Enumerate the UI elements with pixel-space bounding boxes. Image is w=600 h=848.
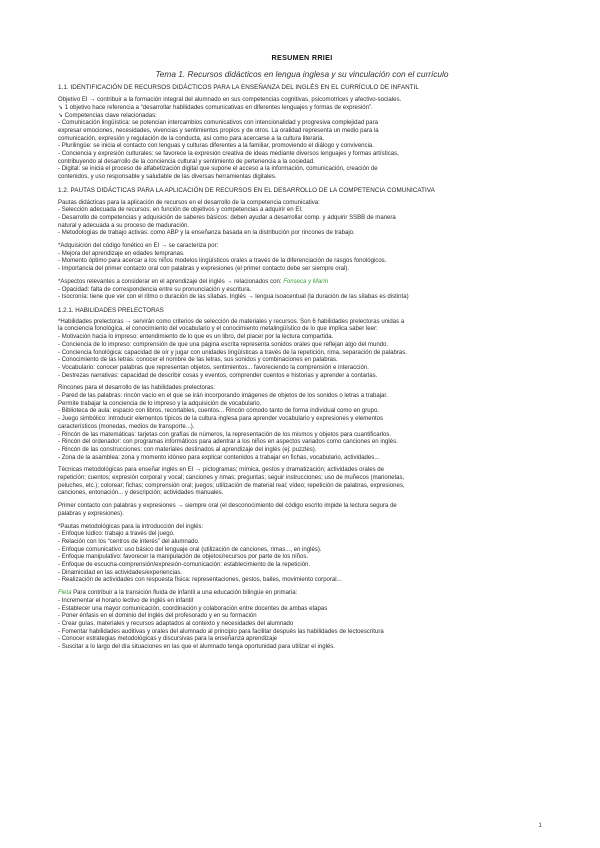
text-line: canciones, entonación... y descripción; actividades manuales.: [58, 490, 224, 497]
text-line: - Isocronía: tiene que ver con el ritmo o duración de las sílabas. Inglés → lengua isoacentual (la duración de las sílabas es distinta): [58, 294, 409, 301]
topic-subtitle: Tema 1. Recursos didácticos en lengua inglesa y su vinculación con el currículo: [155, 68, 449, 79]
text-line: - Enfoque manipulativo: favorecer la manipulación de objetos/recursos por parte de los niños.: [58, 554, 309, 561]
text-line: - Zona de la asamblea: zona y momento idóneo para explicar contenidos a trabajar en fichas, vocabulario, actividades...: [58, 454, 380, 461]
text-line: - Opacidad: falta de correspondencia entre su pronunciación y escritura.: [58, 286, 252, 293]
primer-contacto: [58, 503, 546, 518]
section-heading-1-1: 1.1. IDENTIFICACIÓN DE RECURSOS DIDÁCTICOS PARA LA ENSEÑANZA DEL INGLÉS EN EL CURRÍCULO DE INFANTIL: [58, 84, 419, 92]
text-line: - Dinamicidad en las actividades/experiencias.: [58, 569, 183, 576]
transicion-bilingue: [58, 590, 546, 652]
text-line: - Conocer estrategias metodológicas y discursivas para la enseñanza aprendizaje: [58, 636, 278, 643]
section-heading-1-2-1: 1.2.1. HABILIDADES PRELECTORAS: [58, 306, 164, 314]
text-line: ➘ Competencias clave relacionadas:: [58, 112, 157, 119]
text-line: - Poner énfasis en el dominio del inglés del profesorado y en su formación: [58, 613, 257, 620]
text-line: - Vocabulario: conocer palabras que representan objetos, sentimientos... favoreciendo la comprensión e interacción.: [58, 364, 369, 371]
tecnicas-metodologicas: [58, 467, 546, 498]
text-line: repetición; cuentos; expresión corporal y vocal; canciones y rimas; preguntas; seguir instrucciones; uso de muñecos (marionetas,: [58, 475, 405, 482]
text-line: - Establecer una mayor comunicación, coordinación y colaboración entre docentes de ambas etapas: [58, 605, 328, 612]
text-line: - Rincón de las construcciones: con materiales destinados al aprendizaje del inglés (ej: puzzles).: [58, 446, 317, 453]
document-page: [58, 54, 546, 657]
section-1-2-pautas: [58, 200, 546, 239]
text-line: - Biblioteca de aula: espacio con libros, recortables, cuentos... Rincón cómodo tanto de forma individual como en grupo.: [58, 408, 380, 415]
text-line: - Relación con los “centros de interés” del alumnado.: [58, 538, 200, 545]
text-line: Objetivo EI → contribuir a la formación integral del alumnado en sus competencias cognitivas, psicomotrices y afectivo-sociales.: [58, 97, 402, 104]
text-line: - Fomentar habilidades auditivas y orales del alumnado al principio para facilitar después las habilidades de lectoescritura: [58, 628, 384, 635]
text-line: la conciencia fonológica, el conocimiento del vocabulario y el conocimiento metalingüístico de lo que implica saber leer:: [58, 326, 378, 333]
section-heading-1-2: 1.2. PAUTAS DIDÁCTICAS PARA LA APLICACIÓN DE RECURSOS EN EL DESARROLLO DE LA COMPETENCIA COMUNICATIVA: [58, 186, 435, 194]
text-line: - Crear guías, materiales y recursos adaptados al contexto y necesidades del alumnado: [58, 621, 294, 627]
page-number: 1: [538, 822, 542, 829]
text-line: - Conciencia fonológica: capacidad de oír y jugar con unidades lingüísticas a través de la repetición, rima, separación de palabras.: [58, 349, 407, 356]
transicion-intro: Fleta Para contribuir a la transición fluida de infantil a una educación bilingüe en primaria:: [58, 590, 298, 597]
text-line: - Momento óptimo para acercar a los niños modelos lingüísticos orales a través de la diferenciación de rasgos fonológicos.: [58, 258, 387, 265]
text-line: - Digital: se inicia el proceso de alfabetización digital que supone el acceso a la información, comunicación, creación de: [58, 166, 378, 173]
text-line: *Adquisición del código fonético en EI → se caracteriza por:: [58, 243, 219, 250]
section-1-1-body: [58, 97, 546, 182]
text-line: - Enfoque de escucha-comprensión/expresión-comunicación: establecimiento de la repetición.: [58, 562, 311, 569]
pautas-metodologicas: [58, 524, 546, 586]
text-line: Pautas didácticas para la aplicación de recursos en el desarrollo de la competencia comunicativa:: [58, 199, 320, 206]
text-line: - Conciencia de lo impreso: comprensión de que una página escrita representa sonidos orales que reflejan algo del mundo.: [58, 341, 389, 348]
habilidades-prelectoras: [58, 319, 546, 381]
text-line: Técnicas metodológicas para enseñar inglés en EI → pictogramas; mímica, gestos y dramatización; actividades orales de: [58, 467, 385, 474]
section-1-2-aspectos: [58, 279, 546, 302]
text-line: - Realización de actividades con respuesta física: representaciones, gestos, bailes, movimiento corporal...: [58, 577, 342, 584]
aspectos-list: [58, 287, 546, 302]
text-line: comunicación, expresión y regulación de la conducta, así como para acercarse a la cultura literaria.: [58, 135, 325, 142]
text-line: - Comunicación lingüística: se potencian intercambios comunicativos con intencionalidad y progresiva complejidad para: [58, 120, 378, 127]
text-line: *Pautas metodológicas para la introducción del inglés:: [58, 523, 204, 530]
text-line: - Selección adecuada de recursos: en función de objetivos y competencias a adquirir en EI.: [58, 207, 303, 214]
text-line: Rincones para el desarrollo de las habilidades prelectoras:: [58, 385, 215, 392]
text-line: - Mejora del aprendizaje en edades tempranas.: [58, 250, 185, 257]
transicion-list: [58, 598, 546, 652]
section-1-2-codigo-fonetico: [58, 243, 546, 274]
text-line: contenidos, y uso responsable y saludable de las diversas herramientas digitales.: [58, 174, 277, 181]
text-line: - Rincón de las matemáticas: tarjetas con grafías de números, la representación de los mismos y objetos para cuantificarlos.: [58, 431, 392, 438]
rincones-list: [58, 385, 546, 462]
text-line: peluches, etc.); colorear; fichas; comprensión oral; juegos; utilización de material real; vídeo; repetición de palabras, expresiones,: [58, 482, 405, 489]
aspectos-intro: *Aspectos relevantes a considerar en el aprendizaje del inglés → relacionados con: Fonseca y Marín: [58, 278, 329, 285]
text-line: - Enfoque lúdico: trabajo a través del juego.: [58, 531, 175, 538]
author-reference: Fonseca y Marín: [283, 278, 329, 285]
text-line: - Destrezas narrativas: capacidad de describir cosas y eventos, comprender cuentos e historias y aprender a contarlas.: [58, 372, 378, 379]
text-line: - Incrementar el horario lectivo de inglés en infantil: [58, 597, 194, 604]
text-line: - Pared de las palabras: rincón vacío en el que se irán incorporando imágenes de objetos de los sonidos o letras a trabajar.: [58, 393, 388, 400]
text-line: - Conciencia y expresión culturales: se favorece la expresión creativa de ideas mediante diversos lenguajes y formas artísticas,: [58, 151, 399, 158]
text-line: expresar emociones, necesidades, vivencias y sentimientos propios y de otros. La oralidad representa un medio para la: [58, 127, 379, 134]
text-line: contribuyendo al desarrollo de la conciencia cultural y sentimiento de pertenencia a la sociedad.: [58, 158, 315, 165]
text-line: palabras y expresiones).: [58, 510, 124, 517]
text-line: - Suscitar a lo largo del día situaciones en las que el alumnado tenga oportunidad para utilizar el inglés.: [58, 644, 335, 651]
text-line: *Habilidades prelectoras → servirán como criterios de selección de materiales y recursos. Son 6 habilidades prelectoras unidas a: [58, 318, 405, 325]
text-line: - Importancia del primer contacto oral con palabras y expresiones (el primer contacto debe ser siempre oral).: [58, 266, 350, 273]
text-line: ➘ 1 objetivo hace referencia a “desarrollar habilidades comunicativas en diferentes lenguajes y formas de expresión”.: [58, 104, 373, 111]
text-line: - Metodologías de trabajo activas: como ABP y la enseñanza basada en la distribución por rincones de trabajo.: [58, 230, 355, 237]
text-line: - Rincón del ordenador: con programas informáticos para adentrar a los niños en aspectos variados como canciones en inglés.: [58, 439, 398, 446]
text-line: - Plurilingüe: se inicia el contacto con lenguas y culturas diferentes a la familiar, promoviendo el diálogo y convivencia.: [58, 143, 374, 150]
text-line: Permite trabajar la conciencia de lo impreso y la adquisición de vocabulario.: [58, 400, 262, 407]
document-title: RESUMEN RRIEI: [271, 53, 333, 62]
text-line: - Enfoque comunicativo: uso básico del lenguaje oral (utilización de canciones, rimas..., en inglés).: [58, 546, 322, 553]
text-line: Primer contacto con palabras y expresiones → siempre oral (el desconocimiento del código escrito impide la lectura segura de: [58, 503, 397, 510]
text-line: característicos (monedas, medios de transporte...).: [58, 423, 195, 430]
text-line: - Motivación hacia lo impreso: entendimiento de lo que es un libro, del placer por la lectura compartida.: [58, 334, 334, 341]
text-line: natural y adecuada a su proceso de maduración.: [58, 222, 190, 229]
text-line: - Juego simbólico: introducir elementos típicos de la cultura inglesa para aprender vocabulario y expresiones y elementos: [58, 416, 384, 423]
author-reference: Fleta: [58, 590, 72, 597]
text-line: - Desarrollo de competencias y adquisición de saberes básicos: deben ayudar a desarrollar comp. y adquirir SSBB de manera: [58, 214, 396, 221]
text-line: - Conocimiento de las letras: conocer el nombre de las letras, sus sonidos y combinaciones en palabras.: [58, 357, 338, 364]
